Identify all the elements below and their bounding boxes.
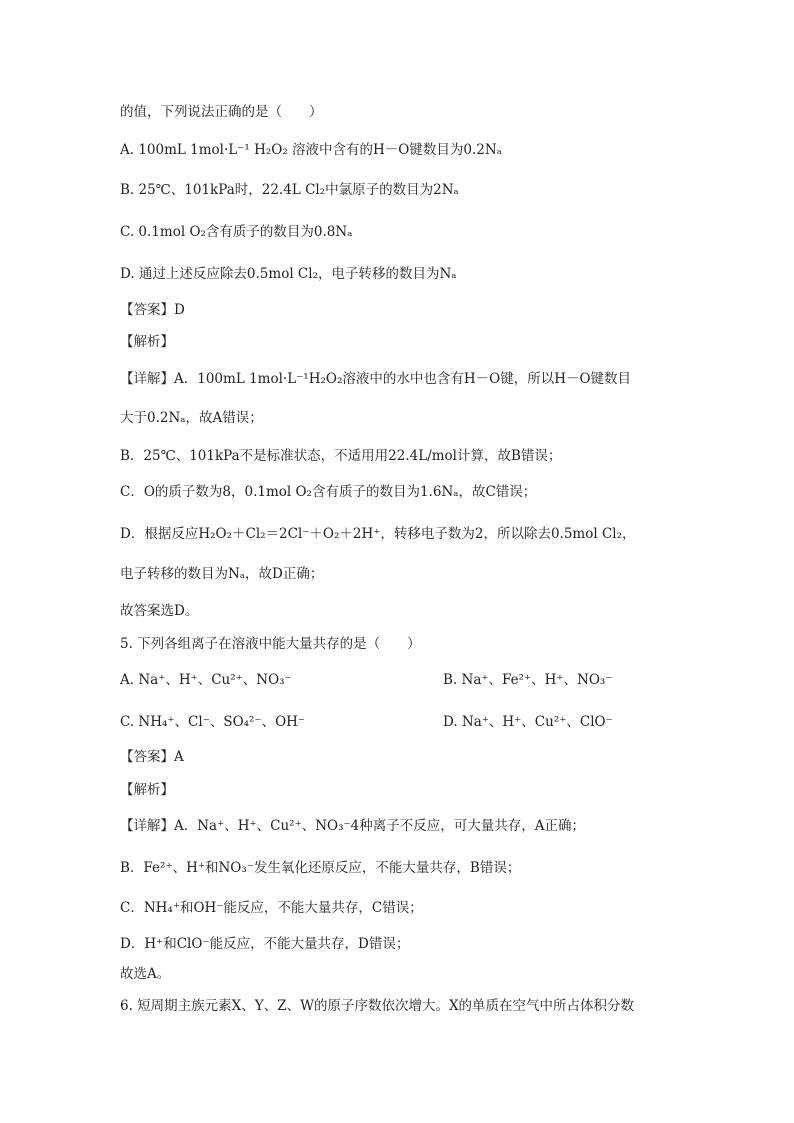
q4-option-c: C. 0.1mol O₂含有质子的数目为0.8Nₐ <box>120 224 353 240</box>
q4-option-a: A. 100mL 1mol·L⁻¹ H₂O₂ 溶液中含有的H－O键数目为0.2Nₐ <box>120 142 502 158</box>
q6-stem: 6. 短周期主族元素X、Y、Z、W的原子序数依次增大。X的单质在空气中所占体积分数 <box>120 998 635 1014</box>
q4-option-d: D. 通过上述反应除去0.5mol Cl₂，电子转移的数目为Nₐ <box>120 266 457 282</box>
q4-detail-1: 【详解】A．100mL 1mol·L⁻¹H₂O₂溶液中的水中也含有H－O键，所以H－O键数目 <box>120 371 632 387</box>
q5-option-b: B. Na⁺、Fe²⁺、H⁺、NO₃⁻ <box>443 672 613 688</box>
q5-detail-4: D．H⁺和ClO⁻能反应，不能大量共存，D错误； <box>120 936 410 952</box>
q4-detail-4: C．O的质子数为8，0.1mol O₂含有质子的数目为1.6Nₐ，故C错误； <box>120 484 537 500</box>
q5-detail-5: 故选A。 <box>120 966 171 982</box>
q4-detail-5: D．根据反应H₂O₂＋Cl₂＝2Cl⁻＋O₂＋2H⁺，转移电子数为2，所以除去0.5mol Cl₂， <box>120 526 636 542</box>
q5-analysis-label: 【解析】 <box>120 782 174 798</box>
q4-stem: 的值，下列说法正确的是（ ） <box>120 104 323 120</box>
q5-answer: 【答案】A <box>120 749 184 765</box>
q5-detail-3: C．NH₄⁺和OH⁻能反应，不能大量共存，C错误； <box>120 900 423 916</box>
q5-option-c: C. NH₄⁺、Cl⁻、SO₄²⁻、OH⁻ <box>120 714 306 730</box>
q5-option-d: D. Na⁺、H⁺、Cu²⁺、ClO⁻ <box>443 714 613 730</box>
q5-detail-1: 【详解】A．Na⁺、H⁺、Cu²⁺、NO₃⁻4种离子不反应，可大量共存，A正确； <box>120 818 585 834</box>
q4-detail-7: 故答案选D。 <box>120 603 199 619</box>
q4-detail-6: 电子转移的数目为Nₐ，故D正确； <box>120 566 324 582</box>
q4-detail-3: B．25℃、101kPa不是标准状态，不适用用22.4L/mol计算，故B错误； <box>120 448 562 464</box>
q4-detail-2: 大于0.2Nₐ，故A错误； <box>120 410 263 426</box>
q5-detail-2: B．Fe²⁺、H⁺和NO₃⁻发生氧化还原反应，不能大量共存，B错误； <box>120 860 521 876</box>
q5-stem: 5. 下列各组离子在溶液中能大量共存的是（ ） <box>120 636 421 652</box>
q4-answer: 【答案】D <box>120 302 185 318</box>
q5-option-a: A. Na⁺、H⁺、Cu²⁺、NO₃⁻ <box>120 672 292 688</box>
q4-analysis-label: 【解析】 <box>120 334 174 350</box>
q4-option-b: B. 25℃、101kPa时，22.4L Cl₂中氯原子的数目为2Nₐ <box>120 182 459 198</box>
